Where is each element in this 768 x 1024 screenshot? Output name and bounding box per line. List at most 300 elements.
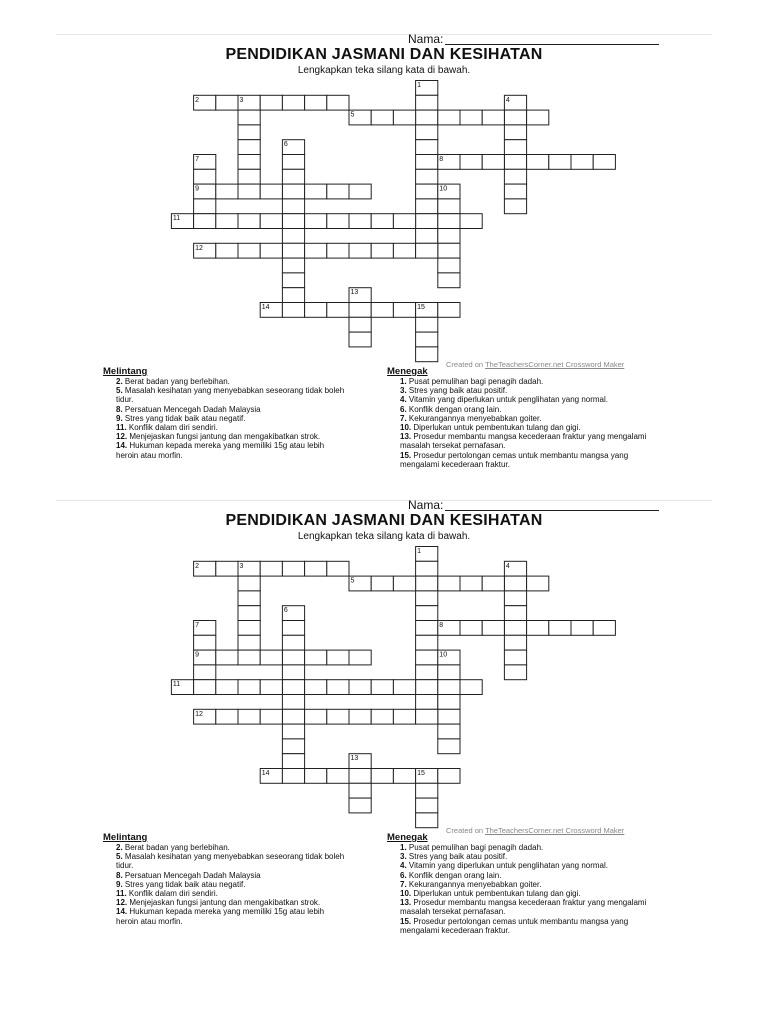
crossword-cell[interactable] [305,95,327,110]
crossword-cell[interactable] [371,110,393,125]
crossword-cell[interactable] [327,650,349,665]
crossword-cell[interactable] [282,199,304,214]
clue-text: Persatuan Mencegah Dadah Malaysia [124,870,261,880]
crossword-cell[interactable] [416,798,438,813]
clue-number: 13. [400,898,412,908]
crossword-cell[interactable] [238,110,260,125]
crossword-cell[interactable] [238,635,260,650]
crossword-cell[interactable] [282,739,304,754]
credit-prefix: Created on [446,360,486,369]
clue-item [116,907,348,925]
crossword-cell[interactable] [349,243,371,258]
clue-item [116,871,348,880]
crossword-cell[interactable] [349,798,371,813]
down-heading: Menegak [387,366,428,377]
crossword-cell[interactable] [260,680,282,695]
crossword-cell[interactable] [260,214,282,229]
crossword-cell[interactable] [438,229,460,244]
cell-number: 3 [239,562,244,570]
crossword-cell[interactable] [416,561,438,576]
down-clues [387,832,647,935]
cell-number: 15 [417,304,425,311]
crossword-cell[interactable] [282,680,304,695]
crossword-cell[interactable] [216,561,238,576]
clue-number: 14. [116,441,128,451]
crossword-cell[interactable] [504,140,526,155]
crossword-cell[interactable] [216,184,238,199]
clue-text: Masalah kesihatan yang menyebabkan seseorang tidak boleh tidur. [116,386,345,405]
worksheet-bottom [56,498,712,958]
clue-item [400,889,647,898]
crossword-cell[interactable] [393,709,415,724]
crossword-cell[interactable] [416,110,438,125]
crossword-cell[interactable] [416,125,438,140]
crossword-cell[interactable] [282,273,304,288]
clue-number: 9. [116,879,123,889]
cell-number: 7 [195,156,200,163]
clue-number: 9. [116,413,123,423]
across-heading: Melintang [103,832,148,843]
clue-text: Stres yang tidak baik atau negatif. [124,413,246,423]
clue-text: Konflik dalam diri sendiri. [128,889,218,899]
cell-number: 13 [350,289,359,297]
crossword-cell[interactable] [371,576,393,591]
crossword-cell[interactable] [504,650,526,665]
clue-number: 10. [400,889,412,899]
crossword-cell[interactable] [438,769,460,784]
crossword-cell[interactable] [416,199,438,214]
crossword-cell[interactable] [349,783,371,798]
crossword-cell[interactable] [438,258,460,273]
cell-number: 10 [439,651,448,659]
crossword-cell[interactable] [393,303,415,318]
crossword-cell[interactable] [349,769,371,784]
crossword-cell[interactable] [238,140,260,155]
cell-number: 12 [195,244,203,252]
clue-number: 11. [116,423,127,433]
clue-item [116,423,348,432]
cell-number: 11 [172,681,181,689]
credit-link[interactable]: TheTeachersCorner.net Crossword Maker [485,826,625,835]
clue-text: Kekurangannya menyebabkan goiter. [408,413,542,423]
clue-item [400,432,647,450]
crossword-cell[interactable] [282,184,304,199]
crossword-cell[interactable] [349,650,371,665]
crossword-cell[interactable] [282,243,304,258]
crossword-cell[interactable] [416,695,438,710]
clue-number: 6. [400,404,407,414]
crossword-cell[interactable] [305,650,327,665]
credit-prefix: Created on [446,826,486,835]
clue-number: 1. [400,377,407,386]
cell-number: 7 [195,622,200,629]
crossword-cell[interactable] [282,214,304,229]
crossword-cell[interactable] [238,243,260,258]
crossword-cell[interactable] [549,621,571,636]
crossword-cell[interactable] [527,621,549,636]
crossword-cell[interactable] [305,561,327,576]
crossword-cell[interactable] [438,576,460,591]
crossword-cell[interactable] [438,739,460,754]
crossword-cell[interactable] [460,214,482,229]
clue-number: 12. [116,898,128,908]
cell-number: 15 [417,770,425,777]
clue-text: Konflik dalam diri sendiri. [128,423,218,433]
cell-number: 5 [350,111,355,119]
crossword-cell[interactable] [416,184,438,199]
crossword-cell[interactable] [416,591,438,606]
crossword-cell[interactable] [305,769,327,784]
crossword-cell[interactable] [416,140,438,155]
crossword-cell[interactable] [238,125,260,140]
crossword-cell[interactable] [238,576,260,591]
crossword-cell[interactable] [282,229,304,244]
cell-number: 13 [350,755,359,763]
clue-item [116,880,348,889]
cell-number: 8 [439,622,444,629]
crossword-cell[interactable] [216,243,238,258]
crossword-cell[interactable] [349,303,371,318]
crossword-cell[interactable] [438,110,460,125]
crossword-cell[interactable] [371,214,393,229]
clue-item [400,386,647,395]
clue-text: Pusat pemulihan bagi penagih dadah. [408,843,544,852]
crossword-cell[interactable] [393,576,415,591]
crossword-cell[interactable] [327,303,349,318]
crossword-cell[interactable] [282,155,304,170]
crossword-cell[interactable] [305,680,327,695]
crossword-cell[interactable] [593,621,615,636]
clue-number: 15. [400,916,412,926]
crossword-cell[interactable] [416,214,438,229]
crossword-cell[interactable] [238,214,260,229]
crossword-cell[interactable] [438,665,460,680]
crossword-cell[interactable] [438,680,460,695]
clue-number: 2. [116,377,123,386]
crossword-cell[interactable] [504,635,526,650]
crossword-cell[interactable] [238,650,260,665]
crossword-cell[interactable] [282,695,304,710]
crossword-cell[interactable] [238,606,260,621]
crossword-cell[interactable] [416,243,438,258]
cell-number: 9 [195,651,200,659]
instructions: Lengkapkan teka silang kata di bawah. [297,65,471,76]
clue-text: Prosedur membantu mangsa kecederaan fraktur yang mengalami masalah tersekat pernafasan. [400,898,647,917]
crossword-cell[interactable] [305,184,327,199]
crossword-cell[interactable] [282,754,304,769]
crossword-cell[interactable] [393,769,415,784]
cell-number: 2 [195,562,200,570]
cell-number: 1 [417,548,422,555]
crossword-cell[interactable] [438,709,460,724]
crossword-cell[interactable] [327,95,349,110]
crossword-cell[interactable] [349,332,371,347]
crossword-cell[interactable] [504,199,526,214]
clue-number: 6. [400,870,407,880]
crossword-cell[interactable] [371,243,393,258]
crossword-cell[interactable] [327,214,349,229]
crossword-cell[interactable] [260,243,282,258]
crossword-cell[interactable] [327,561,349,576]
crossword-cell[interactable] [216,709,238,724]
crossword-cell[interactable] [349,317,371,332]
crossword-cell[interactable] [349,709,371,724]
cell-number: 14 [261,304,270,311]
crossword-cell[interactable] [416,813,438,828]
clue-item [400,423,647,432]
crossword-cell[interactable] [416,155,438,170]
crossword-cell[interactable] [482,576,504,591]
crossword-cell[interactable] [282,288,304,303]
crossword-cell[interactable] [504,606,526,621]
down-list [387,843,647,935]
crossword-cell[interactable] [416,665,438,680]
crossword-cell[interactable] [571,621,593,636]
crossword-cell[interactable] [504,125,526,140]
crossword-cell[interactable] [571,155,593,170]
crossword-cell[interactable] [260,650,282,665]
crossword-cell[interactable] [238,709,260,724]
credit-link[interactable]: TheTeachersCorner.net Crossword Maker [485,360,625,369]
clue-item [116,377,348,386]
crossword-cell[interactable] [416,229,438,244]
clue-item [400,861,647,870]
cell-number: 4 [505,562,510,570]
crossword-cell[interactable] [282,169,304,184]
down-clues [387,366,647,469]
cell-number: 4 [505,96,510,104]
cell-number: 1 [417,82,422,89]
crossword-cell[interactable] [194,169,216,184]
page-title: PENDIDIKAN JASMANI DAN KESIHATAN [225,46,543,63]
crossword-cell[interactable] [194,635,216,650]
clue-text: Prosedur membantu mangsa kecederaan fraktur yang mengalami masalah tersekat pernafasan. [400,432,647,451]
crossword-cell[interactable] [282,258,304,273]
crossword-cell[interactable] [416,606,438,621]
cell-number: 10 [439,185,448,193]
clue-text: Konflik dengan orang lain. [408,870,502,880]
clue-number: 7. [400,413,407,423]
crossword-cell[interactable] [416,783,438,798]
crossword-cell[interactable] [460,155,482,170]
crossword-cell[interactable] [416,650,438,665]
crossword-cell[interactable] [238,591,260,606]
clue-text: Hukuman kepada mereka yang memiliki 15g atau lebih heroin atau morfin. [116,441,325,460]
crossword-cell[interactable] [216,95,238,110]
crossword-cell[interactable] [549,155,571,170]
across-list [103,377,348,460]
crossword-cell[interactable] [416,95,438,110]
crossword-cell[interactable] [416,332,438,347]
cell-number: 14 [261,770,270,777]
clue-text: Kekurangannya menyebabkan goiter. [408,879,542,889]
cell-number: 5 [350,577,355,585]
crossword-cell[interactable] [416,347,438,362]
crossword-cell[interactable] [393,214,415,229]
crossword-cell[interactable] [438,273,460,288]
crossword-cell[interactable] [460,110,482,125]
clue-item [400,871,647,880]
crossword-cell[interactable] [238,155,260,170]
crossword-cell[interactable] [327,680,349,695]
clue-text: Vitamin yang diperlukan untuk penglihatan yang normal. [408,861,608,871]
across-list [103,843,348,926]
crossword-cell[interactable] [438,243,460,258]
crossword-cell[interactable] [349,184,371,199]
crossword-cell[interactable] [438,695,460,710]
crossword-cell[interactable] [504,155,526,170]
crossword-cell[interactable] [504,169,526,184]
down-heading: Menegak [387,832,428,843]
crossword-cell[interactable] [460,680,482,695]
clue-item [116,441,348,459]
crossword-cell[interactable] [260,561,282,576]
crossword-cell[interactable] [305,243,327,258]
crossword-cell[interactable] [416,635,438,650]
crossword-cell[interactable] [527,576,549,591]
crossword-cell[interactable] [216,214,238,229]
crossword-cell[interactable] [327,709,349,724]
crossword-cell[interactable] [416,317,438,332]
clue-item [400,395,647,404]
crossword-cell[interactable] [416,576,438,591]
clue-number: 3. [400,386,407,396]
clue-number: 15. [400,450,412,460]
clue-text: Konflik dengan orang lain. [408,404,502,414]
crossword-cell[interactable] [305,709,327,724]
clue-text: Masalah kesihatan yang menyebabkan seseorang tidak boleh tidur. [116,852,345,871]
page-title: PENDIDIKAN JASMANI DAN KESIHATAN [225,512,543,529]
across-clues [103,832,348,926]
clue-text: Vitamin yang diperlukan untuk penglihatan yang normal. [408,395,608,405]
crossword-cell[interactable] [260,709,282,724]
name-label: Nama: [408,32,444,46]
across-heading: Melintang [103,366,148,377]
clue-item [400,917,647,935]
clue-number: 5. [116,852,123,862]
crossword-cell[interactable] [238,621,260,636]
crossword-cell[interactable] [371,709,393,724]
crossword-cell[interactable] [438,303,460,318]
cell-number: 11 [172,215,181,223]
crossword-cell[interactable] [438,199,460,214]
crossword-cell[interactable] [393,243,415,258]
cell-number: 8 [439,156,444,163]
crossword-cell[interactable] [194,214,216,229]
crossword-cell[interactable] [327,243,349,258]
crossword-cell[interactable] [416,709,438,724]
crossword-cell[interactable] [482,155,504,170]
crossword-cell[interactable] [282,769,304,784]
crossword-cell[interactable] [282,665,304,680]
crossword-cell[interactable] [416,621,438,636]
crossword-cell[interactable] [238,680,260,695]
crossword-cell[interactable] [238,184,260,199]
crossword-cell[interactable] [504,576,526,591]
crossword-cell[interactable] [416,680,438,695]
crossword-cell[interactable] [438,724,460,739]
crossword-cell[interactable] [238,169,260,184]
crossword-cell[interactable] [504,665,526,680]
crossword-cell[interactable] [504,110,526,125]
clue-number: 11. [116,889,127,899]
clue-item [400,898,647,916]
crossword-cell[interactable] [482,621,504,636]
clue-item [400,852,647,861]
crossword-cell[interactable] [527,110,549,125]
clue-item [116,889,348,898]
crossword-cell[interactable] [593,155,615,170]
crossword-cell[interactable] [527,155,549,170]
crossword-cell[interactable] [260,95,282,110]
clue-item [400,880,647,889]
clue-item [116,852,348,870]
clue-number: 8. [116,870,123,880]
crossword-cell[interactable] [349,680,371,695]
crossword-cell[interactable] [393,680,415,695]
crossword-cell[interactable] [327,769,349,784]
crossword-cell[interactable] [327,184,349,199]
clue-item [116,414,348,423]
clue-item [116,898,348,907]
crossword-cell[interactable] [460,621,482,636]
crossword-cell[interactable] [460,576,482,591]
clue-number: 13. [400,432,412,442]
crossword-cell[interactable] [194,665,216,680]
clue-text: Berat badan yang berlebihan. [124,377,230,386]
crossword-cell[interactable] [371,769,393,784]
crossword-cell[interactable] [282,635,304,650]
crossword-cell[interactable] [371,680,393,695]
clue-item [400,405,647,414]
crossword-cell[interactable] [305,214,327,229]
crossword-cell[interactable] [504,184,526,199]
crossword-cell[interactable] [393,110,415,125]
crossword-cell[interactable] [216,680,238,695]
clue-text: Diperlukan untuk pembentukan tulang dan gigi. [413,889,581,899]
clue-number: 4. [400,395,407,405]
crossword-cell[interactable] [216,650,238,665]
crossword-cell[interactable] [504,591,526,606]
crossword-cell[interactable] [282,650,304,665]
clue-text: Berat badan yang berlebihan. [124,843,230,852]
crossword-cell[interactable] [282,724,304,739]
clue-item [400,414,647,423]
clue-text: Stres yang baik atau positif. [408,852,508,862]
crossword-cell[interactable] [282,561,304,576]
clue-item [400,377,647,386]
crossword-cell[interactable] [282,303,304,318]
crossword-cell[interactable] [482,110,504,125]
crossword-cell[interactable] [282,95,304,110]
crossword-cell[interactable] [504,621,526,636]
crossword-cell[interactable] [438,214,460,229]
clue-text: Hukuman kepada mereka yang memiliki 15g atau lebih heroin atau morfin. [116,907,325,926]
crossword-cell[interactable] [194,199,216,214]
crossword-cell[interactable] [260,184,282,199]
crossword-cell[interactable] [282,621,304,636]
crossword-cell[interactable] [371,303,393,318]
crossword-cell[interactable] [349,214,371,229]
clue-text: Menjejaskan fungsi jantung dan mengakibatkan strok. [129,432,321,442]
crossword-cell[interactable] [305,303,327,318]
instructions: Lengkapkan teka silang kata di bawah. [297,531,471,542]
clue-item [400,843,647,852]
crossword-cell[interactable] [282,709,304,724]
crossword-cell[interactable] [194,680,216,695]
down-list [387,377,647,469]
crossword-cell[interactable] [416,169,438,184]
